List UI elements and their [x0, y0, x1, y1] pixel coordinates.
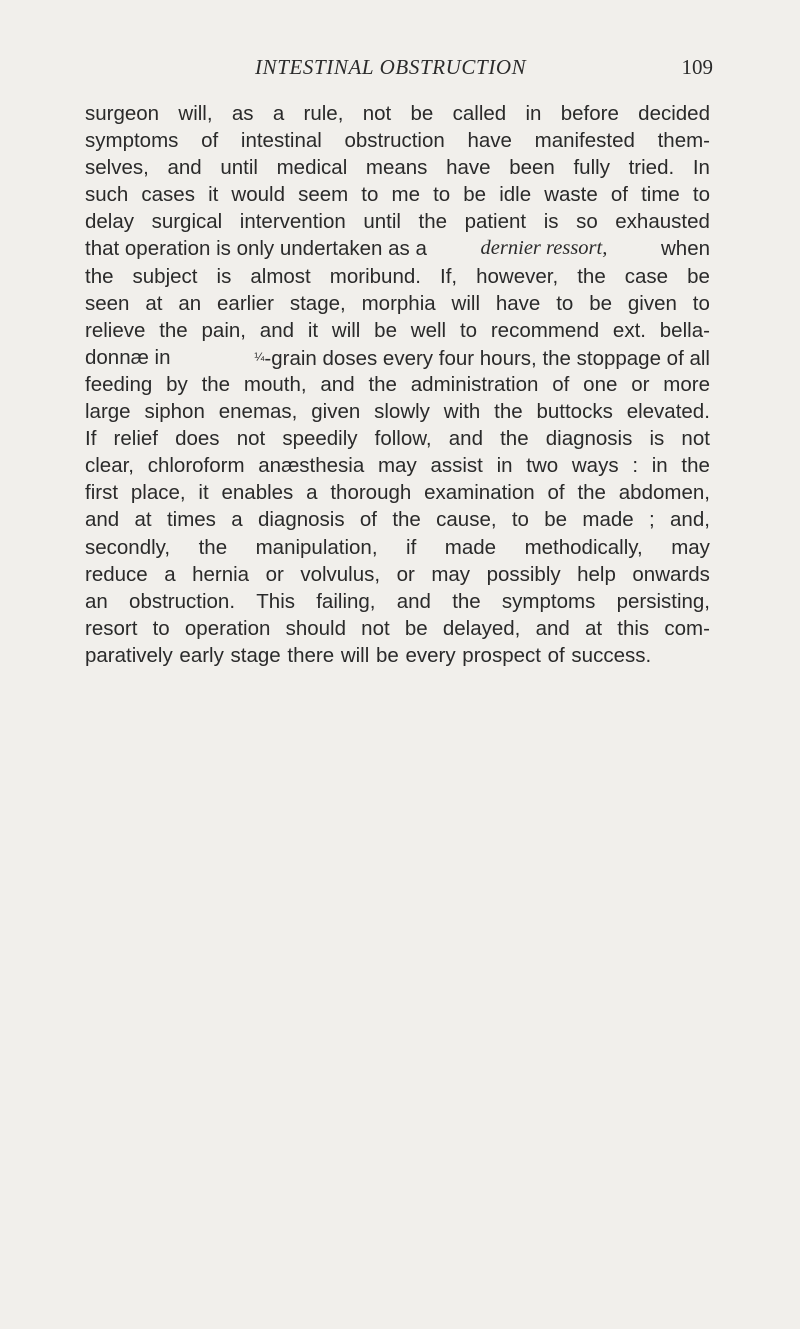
- word: clear,: [85, 454, 134, 478]
- word: administration: [410, 372, 539, 396]
- word: be: [374, 318, 397, 342]
- word: speedily: [282, 427, 358, 451]
- word: symptoms: [501, 589, 596, 613]
- word: an: [178, 291, 202, 315]
- word: ways: [571, 454, 619, 478]
- text-line: [85, 506, 710, 533]
- word: does: [175, 427, 220, 451]
- word: subject: [132, 264, 198, 288]
- word: have: [446, 156, 491, 180]
- word: made: [444, 535, 497, 559]
- word: and: [448, 427, 483, 451]
- word: enables: [221, 481, 294, 505]
- word: and: [396, 589, 431, 613]
- word: first: [85, 481, 119, 505]
- word: the: [198, 535, 228, 559]
- word: elevated.: [626, 400, 710, 424]
- word: chloroform: [147, 454, 245, 478]
- word: secondly,: [85, 535, 171, 559]
- word: and: [320, 372, 355, 396]
- text-line: [85, 263, 710, 290]
- text-segment: -grain doses every four hours, the stoppage of all: [264, 346, 710, 370]
- word: may: [671, 535, 710, 559]
- word: more: [663, 372, 710, 396]
- word: large: [85, 400, 131, 424]
- word: morphia: [361, 291, 436, 315]
- word: not: [361, 616, 390, 640]
- word: pain,: [201, 318, 246, 342]
- word: intervention: [239, 210, 346, 234]
- word: called: [452, 102, 507, 125]
- word: until: [220, 156, 258, 180]
- word: it: [198, 481, 209, 505]
- word: to: [511, 508, 529, 532]
- word: reduce: [85, 562, 148, 586]
- word: not: [681, 427, 710, 451]
- word: at: [145, 291, 163, 315]
- word: help: [577, 562, 616, 586]
- word: a: [231, 508, 243, 532]
- word: the: [418, 210, 447, 234]
- word: means: [365, 156, 428, 180]
- word: well: [410, 318, 447, 342]
- italic-phrase: dernier ressort,: [480, 237, 608, 260]
- word: until: [363, 210, 401, 234]
- fraction: ¼: [254, 349, 265, 364]
- word: been: [509, 156, 555, 180]
- text-line: [85, 127, 710, 154]
- word: com-: [664, 616, 710, 640]
- word: times: [166, 508, 216, 532]
- word: or: [631, 372, 650, 396]
- word: :: [632, 454, 639, 478]
- word: case: [624, 264, 669, 288]
- word: recommend: [490, 318, 600, 342]
- word: two: [526, 454, 559, 478]
- word: before: [560, 102, 619, 125]
- word: the: [681, 454, 710, 478]
- word: so: [576, 210, 598, 234]
- word: to: [459, 318, 478, 342]
- word: selves,: [85, 156, 149, 180]
- word: seem: [298, 183, 349, 207]
- word: it: [307, 318, 319, 342]
- word: operation: [184, 616, 271, 640]
- word: feeding: [85, 372, 153, 396]
- word: be: [404, 616, 428, 640]
- word: anæsthesia: [258, 454, 365, 478]
- word: of: [201, 129, 219, 153]
- word: one: [583, 372, 618, 396]
- word: hernia: [192, 562, 250, 586]
- word: and: [167, 156, 202, 180]
- text-segment: that operation is only undertaken as a: [85, 237, 427, 261]
- word: the: [577, 481, 606, 505]
- text-line: [85, 425, 710, 452]
- word: symptoms: [85, 129, 179, 153]
- word: and: [259, 318, 295, 342]
- text-line: [85, 235, 710, 262]
- text-line: [85, 479, 710, 506]
- word: abdomen,: [618, 481, 710, 505]
- text-segment: [254, 344, 710, 371]
- word: me: [391, 183, 420, 207]
- word: or: [396, 562, 415, 586]
- body-paragraph: [85, 100, 710, 669]
- text-line: [85, 452, 710, 479]
- word: manipulation,: [255, 535, 378, 559]
- word: manifested: [534, 129, 635, 153]
- word: of: [610, 183, 628, 207]
- word: in: [651, 454, 668, 478]
- word: be: [589, 291, 613, 315]
- word: is: [216, 264, 232, 288]
- text-line: [85, 588, 710, 615]
- word: relief: [113, 427, 158, 451]
- word: waste: [544, 183, 598, 207]
- word: if: [406, 535, 417, 559]
- word: the: [500, 427, 529, 451]
- word: volvulus,: [300, 562, 381, 586]
- word: If,: [440, 264, 458, 288]
- word: to: [692, 183, 710, 207]
- word: possibly: [486, 562, 561, 586]
- word: buttocks: [536, 400, 613, 424]
- page-number: 109: [681, 55, 713, 79]
- word: the: [452, 589, 481, 613]
- word: ext.: [612, 318, 646, 342]
- word: delay: [85, 210, 135, 234]
- word: examination: [424, 481, 535, 505]
- word: an: [85, 589, 108, 613]
- word: made: [582, 508, 634, 532]
- word: given: [627, 291, 677, 315]
- word: slowly: [374, 400, 430, 424]
- word: them-: [657, 129, 710, 153]
- word: the: [577, 264, 606, 288]
- word: bella-: [659, 318, 710, 342]
- word: by: [166, 372, 188, 396]
- word: such: [85, 183, 129, 207]
- word: will,: [178, 102, 213, 125]
- text-segment: donnæ in: [85, 345, 171, 369]
- word: ;: [649, 508, 655, 532]
- word: place,: [130, 481, 186, 505]
- word: have: [467, 129, 512, 153]
- word: as: [231, 102, 254, 125]
- text-line: [85, 181, 710, 208]
- word: enemas,: [218, 400, 298, 424]
- word: will: [451, 291, 480, 315]
- word: will: [331, 318, 361, 342]
- word: to: [361, 183, 379, 207]
- text-line: paratively early stage there will be every prospect of success.: [85, 643, 652, 667]
- word: the: [494, 400, 523, 424]
- word: surgeon: [85, 102, 160, 125]
- word: cause,: [436, 508, 497, 532]
- word: be: [410, 102, 434, 125]
- word: the: [159, 318, 188, 342]
- word: stage,: [289, 291, 346, 315]
- word: in: [525, 102, 542, 125]
- text-line: [85, 534, 710, 561]
- word: to: [692, 291, 710, 315]
- word: or: [265, 562, 284, 586]
- text-line: [85, 561, 710, 588]
- word: rule,: [303, 102, 344, 125]
- word: intestinal: [240, 129, 322, 153]
- word: siphon: [144, 400, 205, 424]
- word: a: [272, 102, 285, 125]
- word: this: [617, 616, 650, 640]
- word: surgical: [151, 210, 223, 234]
- word: at: [134, 508, 152, 532]
- word: to: [556, 291, 574, 315]
- word: persisting,: [616, 589, 710, 613]
- text-segment: when: [660, 237, 710, 261]
- word: of: [552, 372, 570, 396]
- text-line: [85, 208, 710, 235]
- word: given: [311, 400, 361, 424]
- word: thorough: [330, 481, 412, 505]
- text-line: [85, 344, 710, 371]
- word: be: [687, 264, 710, 288]
- word: at: [584, 616, 603, 640]
- word: it: [208, 183, 219, 207]
- word: follow,: [374, 427, 432, 451]
- word: and: [535, 616, 570, 640]
- word: medical: [276, 156, 348, 180]
- word: with: [443, 400, 481, 424]
- word: is: [543, 210, 559, 234]
- word: time: [641, 183, 680, 207]
- running-head: [0, 55, 800, 85]
- word: the: [392, 508, 421, 532]
- word: diagnosis: [257, 508, 345, 532]
- word: the: [85, 264, 114, 288]
- word: not: [236, 427, 266, 451]
- word: the: [368, 372, 397, 396]
- word: a: [306, 481, 318, 505]
- text-line: [85, 290, 710, 317]
- word: This: [256, 589, 295, 613]
- word: would: [231, 183, 285, 207]
- word: earlier: [217, 291, 274, 315]
- word: may: [431, 562, 471, 586]
- word: should: [285, 616, 346, 640]
- word: relieve: [85, 318, 146, 342]
- word: obstruction: [344, 129, 445, 153]
- word: delayed,: [442, 616, 521, 640]
- text-line: [85, 317, 710, 344]
- word: moribund.: [329, 264, 421, 288]
- word: and,: [670, 508, 710, 532]
- word: In: [692, 156, 710, 180]
- word: mouth,: [243, 372, 307, 396]
- text-line: [85, 371, 710, 398]
- word: be: [544, 508, 568, 532]
- text-line: [85, 100, 710, 127]
- word: patient: [464, 210, 527, 234]
- word: decided: [638, 102, 710, 125]
- word: assist: [430, 454, 483, 478]
- word: resort: [85, 616, 138, 640]
- running-title: INTESTINAL OBSTRUCTION: [255, 55, 527, 79]
- word: tried.: [628, 156, 675, 180]
- word: failing,: [316, 589, 376, 613]
- word: of: [547, 481, 565, 505]
- word: is: [649, 427, 665, 451]
- word: to: [152, 616, 170, 640]
- word: seen: [85, 291, 130, 315]
- word: obstruction.: [129, 589, 236, 613]
- text-line: [85, 154, 710, 181]
- word: have: [495, 291, 541, 315]
- word: onwards: [632, 562, 710, 586]
- word: diagnosis: [545, 427, 633, 451]
- word: cases: [141, 183, 195, 207]
- text-line: [85, 615, 710, 642]
- word: methodically,: [524, 535, 643, 559]
- word: If: [85, 427, 97, 451]
- word: a: [164, 562, 176, 586]
- word: to: [433, 183, 451, 207]
- word: may: [377, 454, 417, 478]
- word: exhausted: [615, 210, 710, 234]
- word: not: [362, 102, 392, 125]
- word: however,: [476, 264, 559, 288]
- word: in: [496, 454, 513, 478]
- word: the: [201, 372, 231, 396]
- word: of: [359, 508, 378, 532]
- word: be: [463, 183, 487, 207]
- word: idle: [499, 183, 532, 207]
- word: almost: [250, 264, 311, 288]
- word: fully: [573, 156, 610, 180]
- word: and: [85, 508, 120, 532]
- text-line: [85, 398, 710, 425]
